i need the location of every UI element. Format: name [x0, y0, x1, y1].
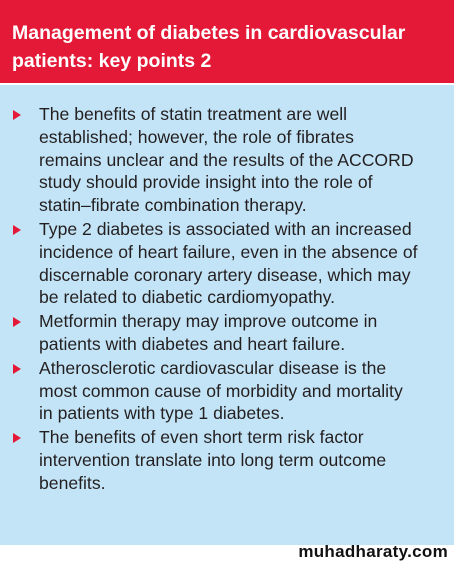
- point-text-line: benefits.: [39, 472, 106, 493]
- triangle-bullet-icon: [13, 225, 21, 235]
- point-text-line: in patients with type 1 diabetes.: [39, 403, 285, 424]
- point-text-line: statin–fibrate combination therapy.: [39, 195, 307, 216]
- point-text-line: patients with diabetes and heart failure.: [39, 333, 346, 354]
- panel-header: [0, 0, 454, 85]
- point-text-line: incidence of heart failure, even in the absence of: [39, 241, 418, 262]
- key-points-list: [0, 103, 454, 496]
- point-text-line: study should provide insight into the role of: [39, 172, 373, 193]
- point-text-line: Atherosclerotic cardiovascular disease is the: [39, 357, 387, 378]
- point-text-line: The benefits of even short term risk factor: [39, 427, 364, 448]
- key-point-4: [0, 357, 454, 425]
- triangle-bullet-icon: [13, 433, 21, 443]
- point-text-line: Type 2 diabetes is associated with an increased: [39, 218, 412, 239]
- panel-title-line-2: patients: key points 2: [12, 50, 212, 72]
- point-text-line: The benefits of statin treatment are well: [39, 104, 348, 124]
- key-point-5: [0, 426, 454, 494]
- site-watermark: muhadharaty.com: [298, 542, 448, 561]
- panel-title-line-1: Management of diabetes in cardiovascular: [12, 22, 406, 44]
- point-text-line: remains unclear and the results of the ACCORD: [39, 149, 414, 170]
- key-point-3: [0, 310, 454, 356]
- triangle-bullet-icon: [13, 317, 21, 327]
- point-text-line: intervention translate into long term outcome: [39, 449, 387, 470]
- point-text-line: Metformin therapy may improve outcome in: [39, 311, 378, 332]
- key-point-1: [0, 103, 454, 217]
- point-text-line: established; however, the role of fibrates: [39, 126, 354, 147]
- point-text-line: discernable coronary artery disease, which may: [39, 264, 411, 285]
- triangle-bullet-icon: [13, 110, 21, 120]
- point-text-line: most common cause of morbidity and mortality: [39, 380, 403, 401]
- point-text-line: be related to diabetic cardiomyopathy.: [39, 287, 336, 308]
- triangle-bullet-icon: [13, 364, 21, 374]
- key-point-2: [0, 218, 454, 309]
